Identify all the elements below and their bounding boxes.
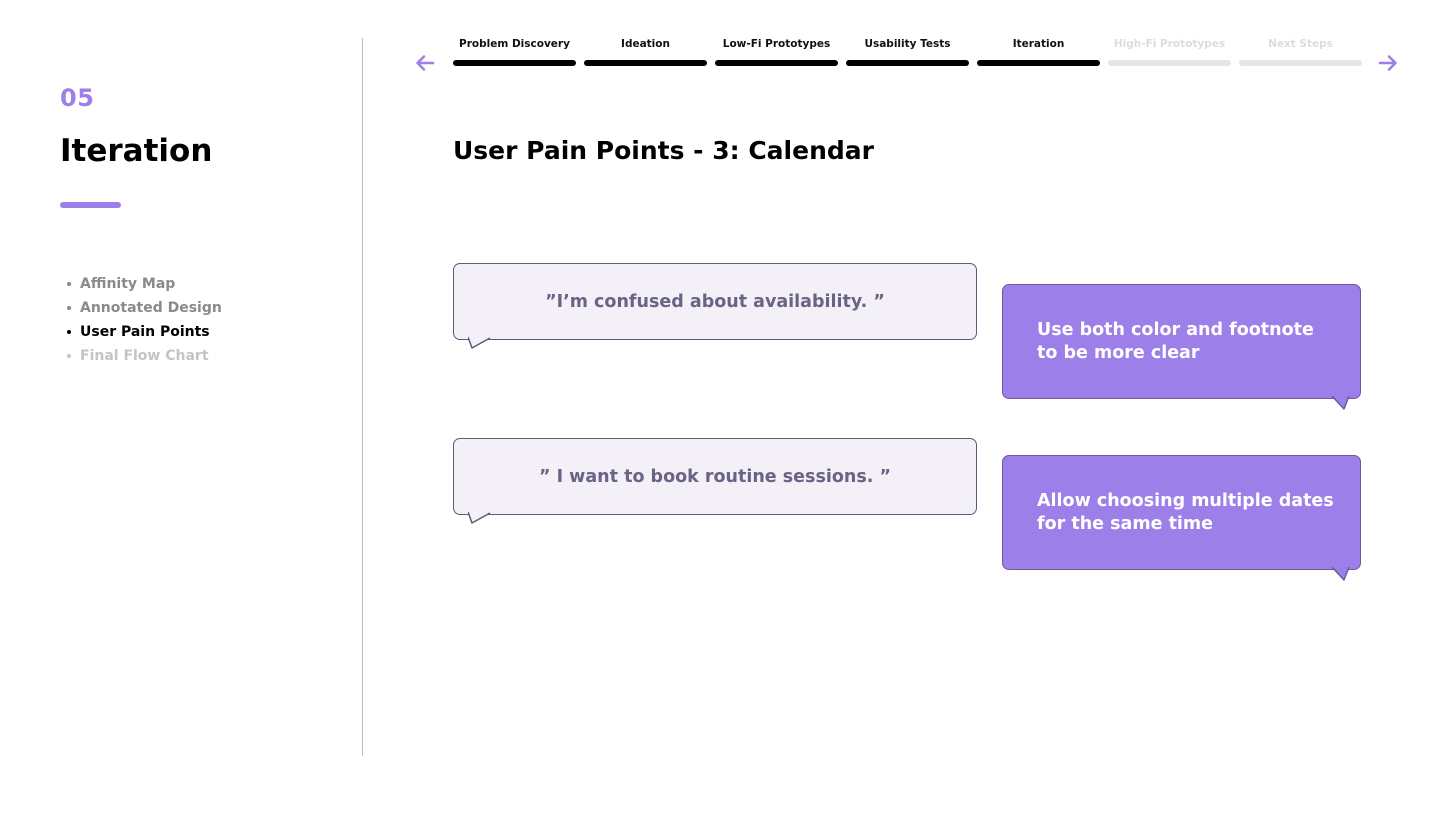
step-label: Next Steps bbox=[1268, 38, 1333, 50]
step-bar bbox=[715, 60, 838, 66]
subnav-item-final-flow-chart[interactable]: Final Flow Chart bbox=[66, 345, 222, 369]
step-usability-tests[interactable] bbox=[846, 36, 969, 66]
user-quote-text: ”I’m confused about availability. ” bbox=[545, 291, 885, 312]
step-label: High-Fi Prototypes bbox=[1113, 38, 1226, 50]
title-underline bbox=[60, 202, 121, 208]
step-bar bbox=[977, 60, 1100, 66]
subnav-item-affinity-map[interactable]: Affinity Map bbox=[66, 273, 222, 297]
step-iteration[interactable] bbox=[977, 36, 1100, 66]
arrow-left-icon bbox=[414, 52, 436, 74]
previous-button[interactable] bbox=[414, 52, 436, 74]
section-subnav bbox=[66, 273, 222, 369]
speech-tail-icon bbox=[468, 337, 492, 349]
step-problem-discovery[interactable] bbox=[453, 36, 576, 66]
step-ideation[interactable] bbox=[584, 36, 707, 66]
solution-bubble bbox=[1002, 284, 1361, 399]
step-low-fi-prototypes[interactable] bbox=[715, 36, 838, 66]
solution-text: Allow choosing multiple dates for the same time bbox=[1037, 490, 1334, 534]
next-button[interactable] bbox=[1377, 52, 1399, 74]
step-next-steps[interactable] bbox=[1239, 36, 1362, 66]
speech-tail-icon bbox=[468, 512, 492, 524]
arrow-right-icon bbox=[1377, 52, 1399, 74]
page-title: User Pain Points - 3: Calendar bbox=[453, 136, 874, 165]
step-label: Low-Fi Prototypes bbox=[722, 38, 831, 50]
subnav-item-annotated-design[interactable]: Annotated Design bbox=[66, 297, 222, 321]
user-quote-bubble bbox=[453, 263, 977, 340]
step-high-fi-prototypes[interactable] bbox=[1108, 36, 1231, 66]
user-quote-bubble bbox=[453, 438, 977, 515]
step-bar bbox=[1108, 60, 1231, 66]
step-label: Usability Tests bbox=[864, 38, 951, 50]
subnav-item-user-pain-points[interactable]: User Pain Points bbox=[66, 321, 222, 345]
step-bar bbox=[1239, 60, 1362, 66]
step-bar bbox=[584, 60, 707, 66]
step-bar bbox=[453, 60, 576, 66]
speech-tail-icon bbox=[1332, 396, 1350, 410]
section-number: 05 bbox=[60, 84, 95, 112]
progress-steps bbox=[453, 36, 1362, 66]
step-label: Ideation bbox=[621, 38, 670, 50]
section-title: Iteration bbox=[60, 133, 213, 169]
vertical-divider bbox=[362, 38, 363, 756]
step-label: Iteration bbox=[1012, 38, 1065, 50]
solution-text: Use both color and footnote to be more clear bbox=[1037, 319, 1314, 363]
solution-bubble bbox=[1002, 455, 1361, 570]
step-label: Problem Discovery bbox=[459, 38, 570, 50]
user-quote-text: ” I want to book routine sessions. ” bbox=[538, 466, 892, 487]
step-bar bbox=[846, 60, 969, 66]
speech-tail-icon bbox=[1332, 567, 1350, 581]
